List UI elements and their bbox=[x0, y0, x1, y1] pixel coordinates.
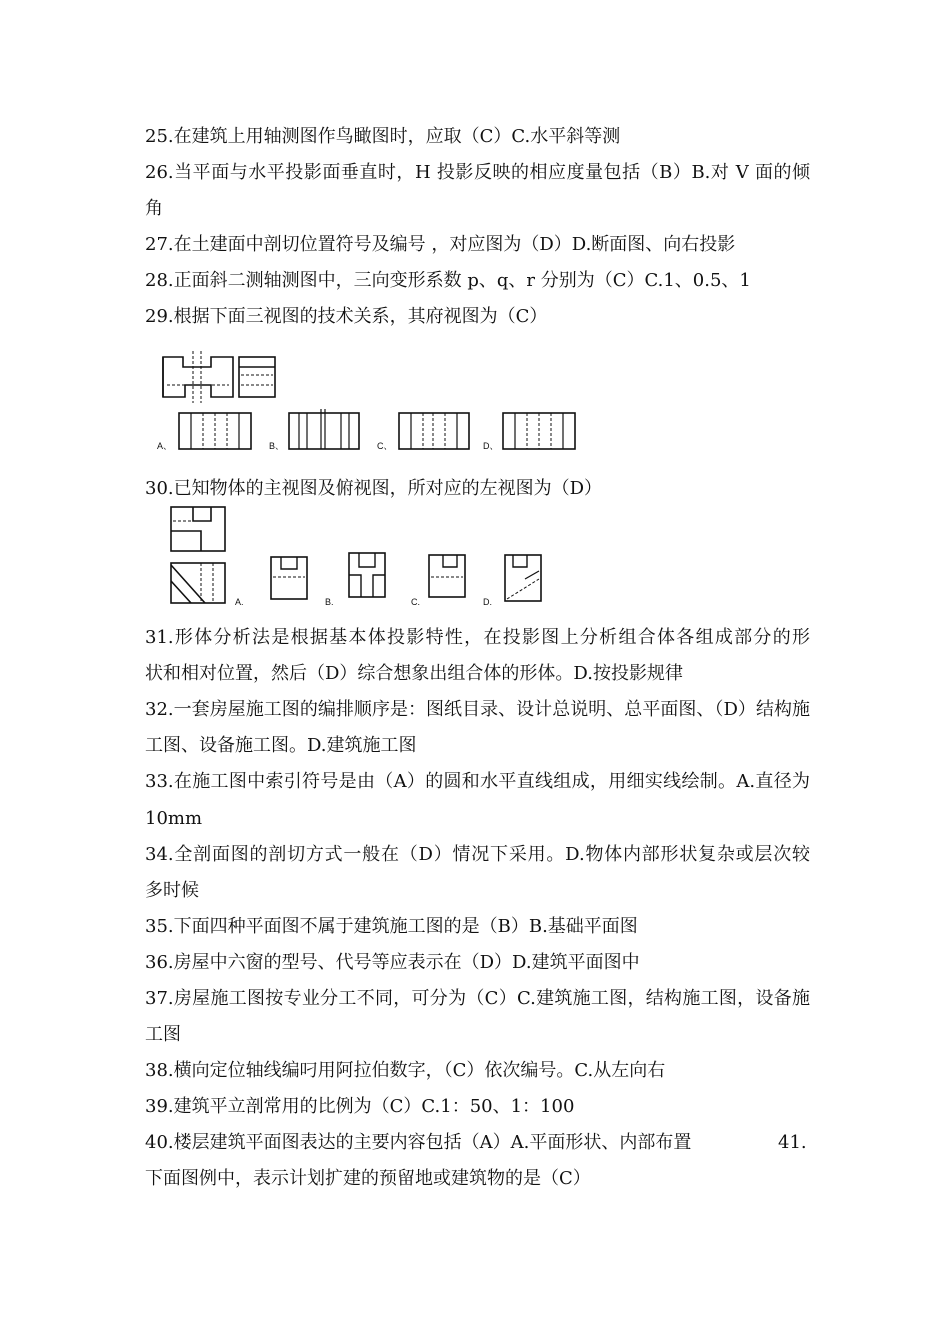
q29-side-view bbox=[239, 357, 275, 397]
q25-line: 25.在建筑上用轴测图作鸟瞰图时，应取（C）C.水平斜等测 bbox=[145, 126, 621, 147]
q37-line-2: 工图 bbox=[145, 1024, 181, 1045]
q29-front-view bbox=[163, 357, 233, 397]
q29-option-a bbox=[157, 413, 251, 451]
q41-line: 下面图例中，表示计划扩建的预留地或建筑物的是（C） bbox=[145, 1168, 591, 1189]
q30-front-view bbox=[171, 507, 225, 551]
svg-text:C、: C、 bbox=[377, 441, 393, 451]
q41-number: 41. bbox=[778, 1132, 807, 1153]
q39-line: 39.建筑平立剖常用的比例为（C）C.1：50、1：100 bbox=[145, 1096, 575, 1117]
q30-option-b bbox=[325, 553, 385, 607]
q29-option-c bbox=[377, 413, 469, 451]
q29-line: 29.根据下面三视图的技术关系，其府视图为（C） bbox=[145, 306, 548, 327]
q35-line: 35.下面四种平面图不属于建筑施工图的是（B）B.基础平面图 bbox=[145, 916, 638, 937]
q32-line-1: 32.一套房屋施工图的编排顺序是：图纸目录、设计总说明、总平面图、（D）结构施 bbox=[145, 699, 810, 720]
q34-line-1: 34.全剖面图的剖切方式一般在（D）情况下采用。D.物体内部形状复杂或层次较 bbox=[145, 844, 810, 865]
svg-text:B、: B、 bbox=[269, 441, 285, 451]
q30-option-c bbox=[411, 555, 465, 607]
svg-text:D.: D. bbox=[483, 597, 492, 607]
q29-option-b bbox=[269, 409, 359, 451]
q28-line: 28.正面斜二测轴测图中，三向变形系数 p、q、r 分别为（C）C.1、0.5、1 bbox=[145, 270, 751, 291]
q38-line: 38.横向定位轴线编叼用阿拉伯数字，（C）依次编号。C.从左向右 bbox=[145, 1060, 666, 1081]
svg-text:B.: B. bbox=[325, 597, 334, 607]
q27-line: 27.在土建面中剖切位置符号及编号 ，对应图为（D）D.断面图、向右投影 bbox=[145, 234, 736, 255]
q30-top-view bbox=[171, 563, 225, 603]
q31-line-2: 状和相对位置，然后（D）综合想象出组合体的形体。D.按投影规律 bbox=[145, 663, 683, 684]
q26-line-2: 角 bbox=[145, 198, 163, 219]
q31-line-1: 31.形体分析法是根据基本体投影特性，在投影图上分析组合体各组成部分的形 bbox=[145, 627, 810, 648]
svg-text:A、: A、 bbox=[157, 441, 173, 451]
q30-option-a bbox=[235, 557, 307, 607]
q40-line: 40.楼层建筑平面图表达的主要内容包括（A）A.平面形状、内部布置 bbox=[145, 1132, 692, 1153]
q33-line-1: 33.在施工图中索引符号是由（A）的圆和水平直线组成，用细实线绘制。A.直径为 bbox=[145, 771, 810, 792]
q32-line-2: 工图、设备施工图。D.建筑施工图 bbox=[145, 735, 417, 756]
q33-line-2: 10mm bbox=[145, 808, 203, 829]
q36-line: 36.房屋中六窗的型号、代号等应表示在（D）D.建筑平面图中 bbox=[145, 952, 640, 973]
q34-line-2: 多时候 bbox=[145, 880, 199, 901]
q30-option-d bbox=[483, 555, 541, 607]
svg-text:C.: C. bbox=[411, 597, 420, 607]
q29-option-d bbox=[483, 413, 575, 451]
q30-figure bbox=[165, 505, 555, 610]
q29-figure bbox=[155, 345, 585, 460]
q37-line-1: 37.房屋施工图按专业分工不同，可分为（C）C.建筑施工图，结构施工图，设备施 bbox=[145, 988, 810, 1009]
svg-text:A.: A. bbox=[235, 597, 244, 607]
q26-line-1: 26.当平面与水平投影面垂直时，H 投影反映的相应度量包括（B）B.对 V 面的倾 bbox=[145, 162, 810, 183]
svg-text:D、: D、 bbox=[483, 441, 499, 451]
q30-line: 30.已知物体的主视图及俯视图，所对应的左视图为（D） bbox=[145, 478, 603, 499]
